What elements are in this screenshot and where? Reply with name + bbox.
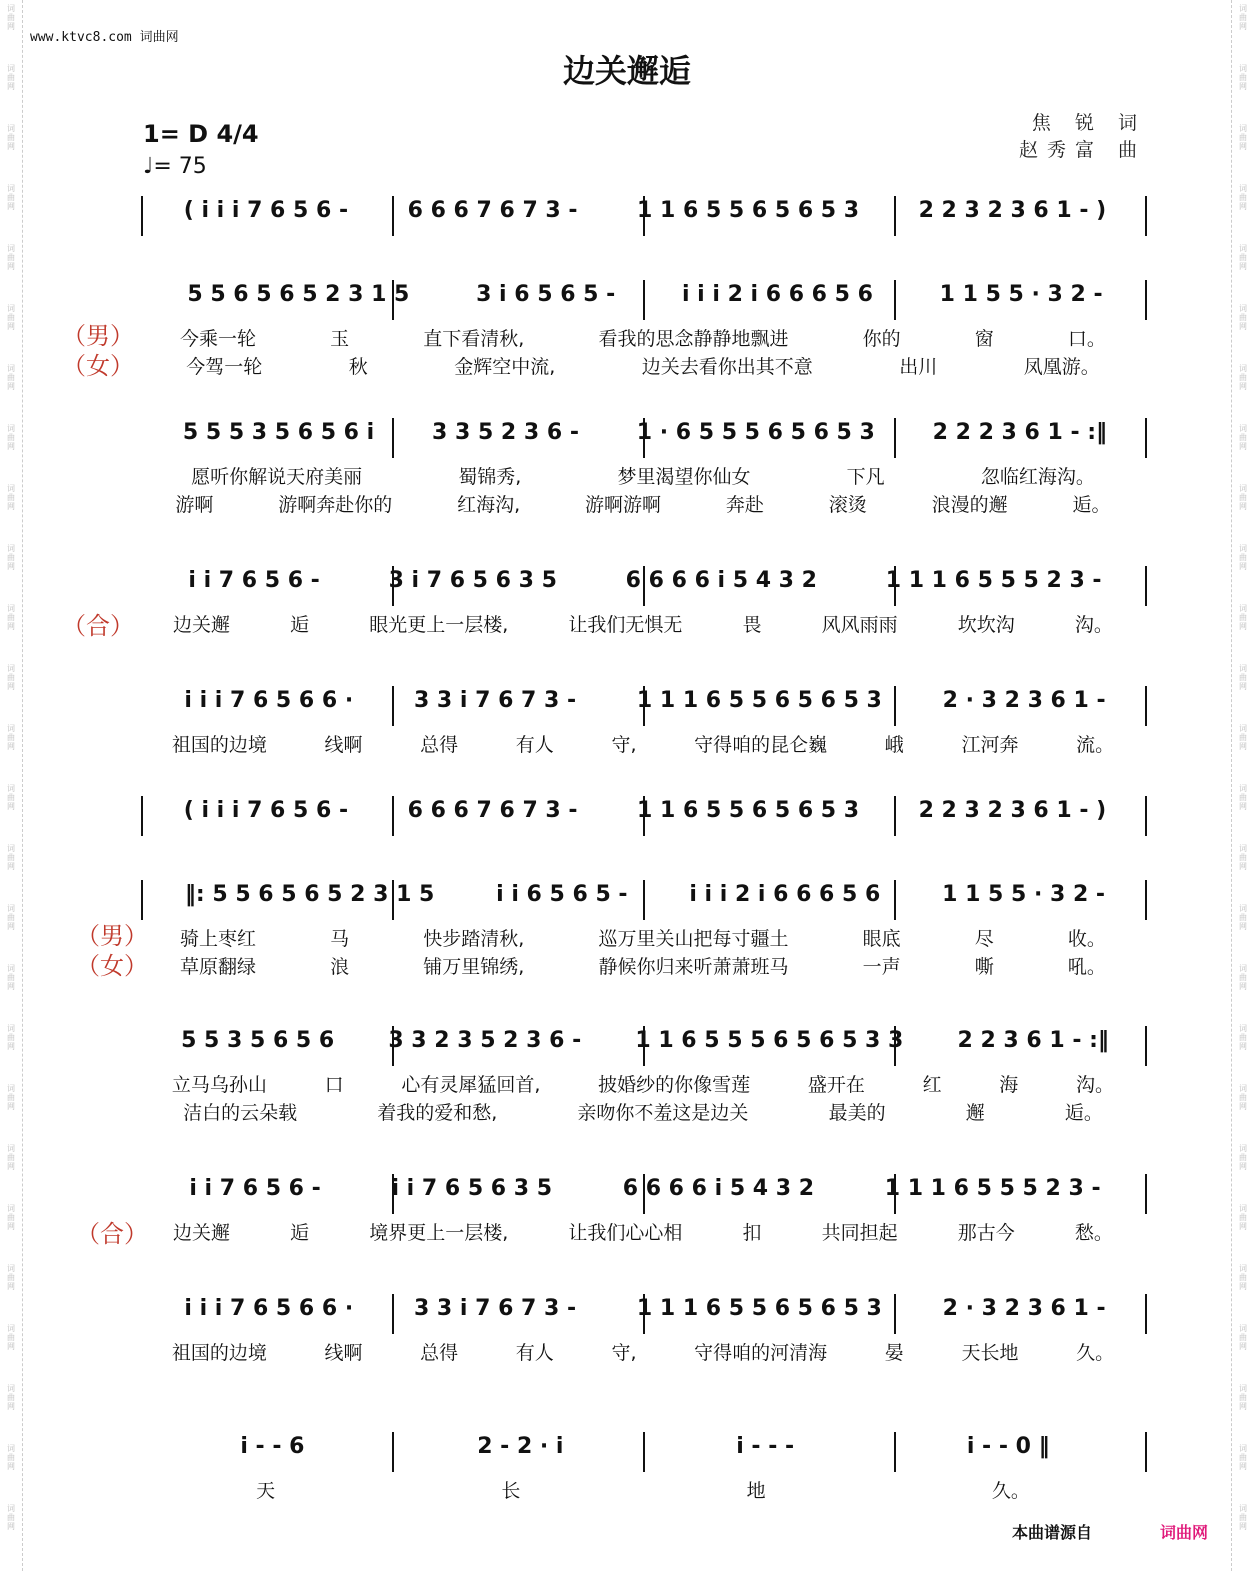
watermark-text: 词 曲 网 <box>1239 964 1247 991</box>
lyric-word: 最美的 <box>828 1102 886 1124</box>
lyric-word: 直下看清秋, <box>423 328 525 350</box>
measure-notes: 6 6 6 6 i 5 4 3 2 <box>625 568 817 593</box>
lyric-word: 红海沟, <box>457 494 521 516</box>
lyric-word: 愿听你解说天府美丽 <box>191 466 363 488</box>
watermark-text: 词 曲 网 <box>7 604 15 631</box>
measure-notes: 6 6 6 7 6 7 3 - <box>407 198 578 223</box>
lyric-line <box>143 490 1143 517</box>
role-marker-female: （女） <box>76 952 148 980</box>
measure-notes: 1 1 6 5 5 6 5 6 5 3 <box>637 198 860 223</box>
measure-notes: 1 1 5 5 · 3 2 - <box>942 882 1106 907</box>
measure-notes: 1 1 6 5 5 6 5 6 5 3 <box>637 798 860 823</box>
role-marker-male: （男） <box>62 322 134 350</box>
role-marker-chorus: （合） <box>76 1220 148 1248</box>
measure-notes: 1 1 1 6 5 5 6 5 6 5 3 <box>636 688 882 713</box>
lyric-word: 窗 <box>974 328 994 350</box>
lyric-word: 玉 <box>330 328 350 350</box>
lyric-word: 游啊游啊 <box>585 494 662 516</box>
lyric-word: 奔赴 <box>725 494 764 516</box>
measure-notes: i i 6 5 6 5 - <box>496 882 628 907</box>
lyric-line <box>143 1098 1143 1125</box>
watermark-text: 词 曲 网 <box>7 124 15 151</box>
watermark-text: 词 曲 网 <box>7 364 15 391</box>
measure-notes: 1 1 1 6 5 5 6 5 6 5 3 <box>636 1296 882 1321</box>
watermark-text: 词 曲 网 <box>7 664 15 691</box>
measure-notes: ( i i i 7 6 5 6 - <box>183 198 349 223</box>
measure-notes: 2 · 3 2 3 6 1 - <box>942 688 1106 713</box>
lyric-word: 畏 <box>742 614 762 636</box>
measure-notes: 2 - 2 · i <box>477 1434 564 1459</box>
measure-notes: ( i i i 7 6 5 6 - <box>183 798 349 823</box>
measure-notes: 3 i 7 6 5 6 3 5 <box>388 568 557 593</box>
staff-row <box>140 876 1150 926</box>
lyric-word: 快步踏清秋, <box>423 928 525 950</box>
measure-notes: i i i 7 6 5 6 6 · <box>184 688 354 713</box>
watermark-text: 词 曲 网 <box>7 784 15 811</box>
lyric-word: 忽临红海沟。 <box>980 466 1095 488</box>
watermark-text: 词 曲 网 <box>1239 1084 1247 1111</box>
measure-notes: 2 2 3 2 3 6 1 - ) <box>918 798 1107 823</box>
measure-notes: 3 3 i 7 6 7 3 - <box>413 1296 577 1321</box>
lyric-word: 逅 <box>290 614 310 636</box>
lyric-word: 浪 <box>330 956 350 978</box>
lyric-word: 披婚纱的你像雪莲 <box>598 1074 751 1096</box>
lyric-word: 守, <box>611 734 637 756</box>
lyric-word: 共同担起 <box>821 1222 898 1244</box>
lyric-word: 收。 <box>1067 928 1106 950</box>
lyric-word: 下凡 <box>846 466 885 488</box>
measure-notes: 2 · 3 2 3 6 1 - <box>942 1296 1106 1321</box>
watermark-text: 词 曲 网 <box>1239 664 1247 691</box>
measure-notes: i i 7 6 5 6 - <box>188 568 320 593</box>
measure-notes: 6 6 6 6 i 5 4 3 2 <box>622 1176 815 1201</box>
watermark-text: 词 曲 网 <box>7 304 15 331</box>
staff-row <box>140 1170 1150 1220</box>
staff-row <box>140 414 1150 464</box>
lyric-line <box>143 352 1143 379</box>
role-marker-female: （女） <box>62 352 134 380</box>
watermark-text: 词 曲 网 <box>7 484 15 511</box>
lyric-line <box>143 462 1143 489</box>
watermark-text: 词 曲 网 <box>7 964 15 991</box>
watermark-text: 词 曲 网 <box>1239 124 1247 151</box>
lyric-word: 江河奔 <box>961 734 1019 756</box>
lyric-word: 让我们无惧无 <box>568 614 683 636</box>
lyric-word: 边关去看你出其不意 <box>641 356 813 378</box>
lyric-word: 沟。 <box>1076 1074 1115 1096</box>
measure-notes: ‖: 5 5 6 5 6 5 2 3 1 5 <box>184 882 435 907</box>
lyric-line <box>143 924 1143 951</box>
measure-notes: 3 3 i 7 6 7 3 - <box>413 688 577 713</box>
lyric-word: 邂 <box>965 1102 985 1124</box>
watermark-text: 词 曲 网 <box>1239 544 1247 571</box>
watermark-text: 词 曲 网 <box>7 1204 15 1231</box>
lyric-word: 巡万里关山把每寸疆土 <box>598 928 789 950</box>
lyric-line <box>143 1338 1143 1365</box>
measure-notes: i - - - <box>736 1434 795 1459</box>
footer-source-label: 本曲谱源自 <box>1012 1523 1093 1542</box>
staff-row <box>140 562 1150 612</box>
watermark-text: 词 曲 网 <box>1239 244 1247 271</box>
measure-notes: i i i 2 i 6 6 6 5 6 <box>681 282 873 307</box>
watermark-text: 词 曲 网 <box>7 64 15 91</box>
lyric-word: 逅。 <box>1064 1102 1103 1124</box>
lyric-line <box>143 952 1143 979</box>
watermark-text: 词 曲 网 <box>1239 1024 1247 1051</box>
lyric-word: 风风雨雨 <box>821 614 898 636</box>
lyric-word: 草原翻绿 <box>180 956 257 978</box>
lyric-word: 境界更上一层楼, <box>369 1222 509 1244</box>
watermark-text: 词 曲 网 <box>1239 64 1247 91</box>
lyric-word: 凤凰游。 <box>1023 356 1100 378</box>
lyric-word: 尽 <box>974 928 994 950</box>
watermark-text: 词 曲 网 <box>7 724 15 751</box>
lyric-word: 口 <box>324 1074 344 1096</box>
lyric-word: 有人 <box>515 1342 554 1364</box>
watermark-text: 词 曲 网 <box>1239 484 1247 511</box>
lyric-word: 嘶 <box>974 956 994 978</box>
lyric-word: 浪漫的邂 <box>931 494 1008 516</box>
lyric-word: 游啊 <box>175 494 214 516</box>
tempo-marking: ♩= 75 <box>143 154 207 179</box>
watermark-text: 词 曲 网 <box>7 1264 15 1291</box>
lyricist-credit: 焦 锐 词 <box>1031 112 1146 134</box>
lyric-word: 红 <box>922 1074 942 1096</box>
lyric-word: 一声 <box>862 956 901 978</box>
measure-notes: i i 7 6 5 6 3 5 <box>391 1176 553 1201</box>
lyric-word: 沟。 <box>1074 614 1113 636</box>
lyric-line <box>143 730 1143 757</box>
lyric-word: 坎坎沟 <box>957 614 1015 636</box>
lyric-word: 静候你归来听萧萧班马 <box>598 956 789 978</box>
lyric-line <box>143 610 1143 637</box>
watermark-text: 词 曲 网 <box>1239 784 1247 811</box>
watermark-text: 词 曲 网 <box>1239 184 1247 211</box>
measure-notes: 2 2 3 6 1 - :‖ <box>957 1028 1109 1053</box>
watermark-text: 词 曲 网 <box>1239 1324 1247 1351</box>
watermark-text: 词 曲 网 <box>7 1324 15 1351</box>
lyric-word: 滚烫 <box>828 494 867 516</box>
lyric-word: 长 <box>501 1480 521 1502</box>
lyric-word: 地 <box>746 1480 766 1502</box>
watermark-text: 词 曲 网 <box>7 544 15 571</box>
measure-notes: i i 7 6 5 6 - <box>189 1176 321 1201</box>
lyric-word: 逅。 <box>1072 494 1111 516</box>
lyric-word: 眼光更上一层楼, <box>369 614 509 636</box>
lyric-word: 线啊 <box>324 734 363 756</box>
lyric-word: 边关邂 <box>173 1222 231 1244</box>
lyric-word: 守, <box>611 1342 637 1364</box>
lyric-word: 守得咱的昆仑巍 <box>694 734 828 756</box>
measure-notes: i i i 7 6 5 6 6 · <box>184 1296 354 1321</box>
staff-row <box>140 682 1150 732</box>
watermark-text: 词 曲 网 <box>7 904 15 931</box>
lyric-word: 金辉空中流, <box>454 356 556 378</box>
watermark-text: 词 曲 网 <box>1239 604 1247 631</box>
site-header[interactable]: www.ktvc8.com 词曲网 <box>30 30 179 45</box>
lyric-word: 眼底 <box>862 928 901 950</box>
watermark-text: 词 曲 网 <box>1239 424 1247 451</box>
lyric-word: 游啊奔赴你的 <box>278 494 393 516</box>
watermark-text: 词 曲 网 <box>1239 4 1247 31</box>
watermark-text: 词 曲 网 <box>7 1504 15 1531</box>
lyric-word: 你的 <box>862 328 901 350</box>
lyric-word: 立马乌孙山 <box>171 1074 267 1096</box>
lyric-word: 久。 <box>1076 1342 1115 1364</box>
watermark-text: 词 曲 网 <box>1239 1204 1247 1231</box>
measure-notes: 2 2 3 2 3 6 1 - ) <box>918 198 1107 223</box>
watermark-text: 词 曲 网 <box>1239 1144 1247 1171</box>
lyric-word: 心有灵犀猛回首, <box>401 1074 541 1096</box>
watermark-text: 词 曲 网 <box>1239 304 1247 331</box>
lyric-word: 盛开在 <box>807 1074 865 1096</box>
lyric-word: 天长地 <box>961 1342 1019 1364</box>
staff-row <box>140 1290 1150 1340</box>
lyric-word: 晏 <box>884 1342 904 1364</box>
watermark-text: 词 曲 网 <box>7 4 15 31</box>
lyric-word: 祖国的边境 <box>171 734 267 756</box>
watermark-text: 词 曲 网 <box>1239 844 1247 871</box>
lyric-line <box>143 1070 1143 1097</box>
measure-notes: 1 · 6 5 5 5 6 5 6 5 3 <box>636 420 875 445</box>
lyric-word: 铺万里锦绣, <box>423 956 525 978</box>
watermark-text: 词 曲 网 <box>7 844 15 871</box>
watermark-text: 词 曲 网 <box>1239 364 1247 391</box>
lyric-word: 愁。 <box>1074 1222 1113 1244</box>
watermark-text: 词 曲 网 <box>7 1024 15 1051</box>
lyric-word: 峨 <box>884 734 904 756</box>
lyric-word: 亲吻你不羞这是边关 <box>577 1102 749 1124</box>
lyric-word: 边关邂 <box>173 614 231 636</box>
lyric-word: 今驾一轮 <box>186 356 263 378</box>
staff-row <box>140 276 1150 326</box>
watermark-text: 词 曲 网 <box>7 1084 15 1111</box>
lyric-word: 流。 <box>1076 734 1115 756</box>
measure-notes: 1 1 5 5 · 3 2 - <box>939 282 1103 307</box>
lyric-line <box>143 1476 1143 1503</box>
lyric-word: 那古今 <box>957 1222 1015 1244</box>
lyric-word: 让我们心心相 <box>568 1222 683 1244</box>
measure-notes: 3 3 5 2 3 6 - <box>432 420 579 445</box>
measure-notes: 5 5 3 5 6 5 6 <box>181 1028 335 1053</box>
lyric-word: 出川 <box>899 356 938 378</box>
watermark-text: 词 曲 网 <box>1239 1444 1247 1471</box>
lyric-word: 马 <box>330 928 350 950</box>
measure-notes: 5 5 6 5 6 5 2 3 1 5 <box>187 282 410 307</box>
watermark-text: 词 曲 网 <box>7 1384 15 1411</box>
measure-notes: i - - 6 <box>240 1434 305 1459</box>
lyric-word: 逅 <box>290 1222 310 1244</box>
watermark-text: 词 曲 网 <box>1239 1264 1247 1291</box>
watermark-text: 词 曲 网 <box>1239 724 1247 751</box>
lyric-word: 看我的思念静静地飘进 <box>598 328 789 350</box>
lyric-word: 骑上枣红 <box>180 928 257 950</box>
footer-site-link[interactable]: 词曲网 <box>1160 1523 1209 1542</box>
lyric-word: 洁白的云朵载 <box>183 1102 298 1124</box>
measure-notes: 5 5 5 3 5 6 5 6 i <box>182 420 375 445</box>
staff-row <box>140 792 1150 842</box>
lyric-word: 久。 <box>991 1480 1030 1502</box>
lyric-word: 线啊 <box>324 1342 363 1364</box>
lyric-word: 祖国的边境 <box>171 1342 267 1364</box>
role-marker-chorus: （合） <box>62 612 134 640</box>
role-marker-male: （男） <box>76 922 148 950</box>
watermark-text: 词 曲 网 <box>7 1444 15 1471</box>
measure-notes: i - - 0 ‖ <box>966 1434 1050 1459</box>
lyric-word: 吼。 <box>1067 956 1106 978</box>
watermark-text: 词 曲 网 <box>1239 904 1247 931</box>
staff-row <box>140 1022 1150 1072</box>
lyric-word: 总得 <box>420 734 459 756</box>
lyric-word: 扣 <box>742 1222 762 1244</box>
composer-credit: 赵秀富 曲 <box>1018 139 1146 161</box>
measure-notes: 3 i 6 5 6 5 - <box>476 282 616 307</box>
staff-row <box>140 1428 1150 1478</box>
lyric-word: 海 <box>999 1074 1019 1096</box>
measure-notes: 1 1 6 5 5 5 6 5 6 5 3 3 <box>635 1028 904 1053</box>
lyric-line <box>143 1218 1143 1245</box>
lyric-word: 秋 <box>348 356 368 378</box>
lyric-word: 今乘一轮 <box>180 328 257 350</box>
lyric-word: 蜀锦秀, <box>458 466 522 488</box>
lyric-line <box>143 324 1143 351</box>
measure-notes: 6 6 6 7 6 7 3 - <box>407 798 578 823</box>
lyric-word: 总得 <box>420 1342 459 1364</box>
watermark-text: 词 曲 网 <box>7 244 15 271</box>
lyric-word: 着我的爱和愁, <box>377 1102 498 1124</box>
lyric-word: 有人 <box>515 734 554 756</box>
measure-notes: 1 1 1 6 5 5 5 2 3 - <box>885 568 1102 593</box>
staff-row <box>140 192 1150 242</box>
watermark-text: 词 曲 网 <box>1239 1384 1247 1411</box>
measure-notes: i i i 2 i 6 6 6 5 6 <box>689 882 881 907</box>
lyric-word: 口。 <box>1067 328 1106 350</box>
measure-notes: 1 1 1 6 5 5 5 2 3 - <box>884 1176 1101 1201</box>
measure-notes: 2 2 2 3 6 1 - :‖ <box>932 420 1108 445</box>
song-title: 边关邂逅 <box>562 52 691 90</box>
watermark-text: 词 曲 网 <box>7 424 15 451</box>
watermark-text: 词 曲 网 <box>1239 1504 1247 1531</box>
lyric-word: 守得咱的河清海 <box>694 1342 828 1364</box>
lyric-word: 梦里渴望你仙女 <box>617 466 751 488</box>
watermark-text: 词 曲 网 <box>7 184 15 211</box>
lyric-word: 天 <box>256 1480 276 1502</box>
measure-notes: 3 3 2 3 5 2 3 6 - <box>388 1028 582 1053</box>
key-signature: 1= D 4/4 <box>143 120 259 148</box>
watermark-text: 词 曲 网 <box>7 1144 15 1171</box>
